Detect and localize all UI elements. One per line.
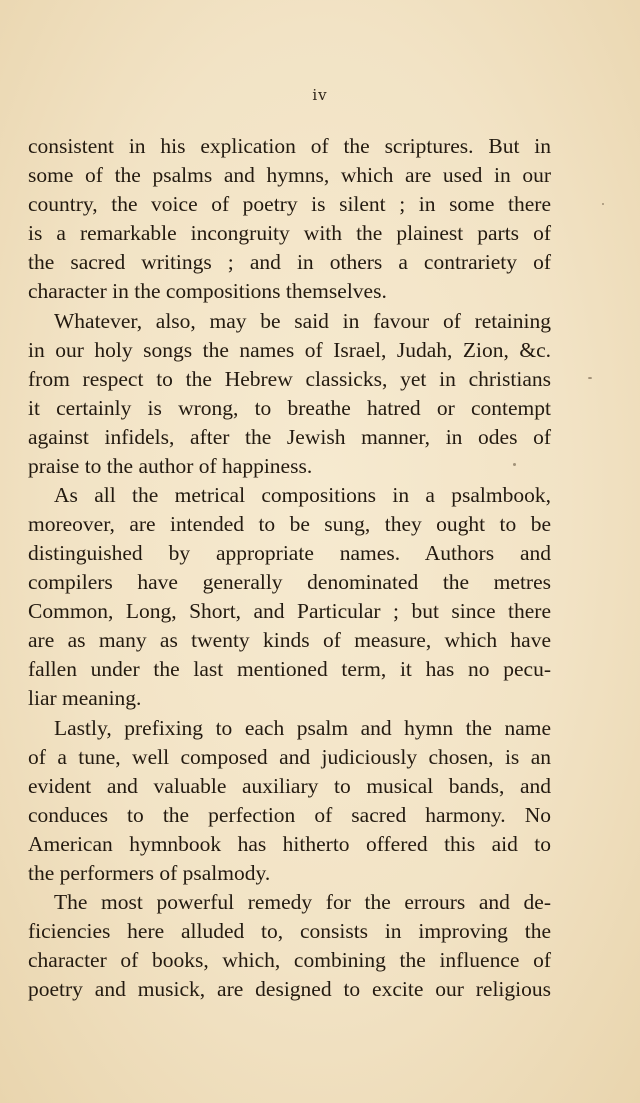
text-line: some of the psalms and hymns, which are used in our: [28, 163, 551, 187]
text-line: moreover, are intended to be sung, they ought to be: [28, 512, 551, 536]
paragraph-first-line: Lastly, prefixing to each psalm and hymn the name: [54, 716, 551, 740]
paper-speck: [588, 377, 592, 379]
paper-speck: [602, 203, 604, 205]
text-line: the sacred writings ; and in others a contrariety of: [28, 250, 551, 274]
text-line: against infidels, after the Jewish manner, in odes of: [28, 425, 551, 449]
text-line: poetry and musick, are designed to excite our religious: [28, 977, 551, 1001]
text-line: Common, Long, Short, and Particular ; but since there: [28, 599, 551, 623]
text-line: from respect to the Hebrew classicks, yet in christians: [28, 367, 551, 391]
text-line: compilers have generally denominated the metres: [28, 570, 551, 594]
paper-speck: [513, 463, 516, 466]
text-line: evident and valuable auxiliary to musical bands, and: [28, 774, 551, 798]
text-line: are as many as twenty kinds of measure, which have: [28, 628, 551, 652]
page-number: iv: [312, 86, 328, 104]
paragraph-first-line: The most powerful remedy for the errours and de-: [54, 890, 551, 914]
text-line: consistent in his explication of the scriptures. But in: [28, 134, 551, 158]
text-line: the performers of psalmody.: [28, 861, 271, 885]
text-line: conduces to the perfection of sacred harmony. No: [28, 803, 551, 827]
text-line: country, the voice of poetry is silent ; in some there: [28, 192, 551, 216]
paragraph-first-line: As all the metrical compositions in a psalmbook,: [54, 483, 551, 507]
text-line: praise to the author of happiness.: [28, 454, 313, 478]
text-line: in our holy songs the names of Israel, Judah, Zion, &c.: [28, 338, 551, 362]
text-line: character in the compositions themselves.: [28, 279, 387, 303]
text-line: of a tune, well composed and judiciously chosen, is an: [28, 745, 551, 769]
text-line: it certainly is wrong, to breathe hatred or contempt: [28, 396, 551, 420]
text-line: fallen under the last mentioned term, it has no pecu-: [28, 657, 551, 681]
text-line: is a remarkable incongruity with the plainest parts of: [28, 221, 551, 245]
text-line: character of books, which, combining the influence of: [28, 948, 551, 972]
text-line: liar meaning.: [28, 686, 142, 710]
text-line: ficiencies here alluded to, consists in improving the: [28, 919, 551, 943]
paragraph-first-line: Whatever, also, may be said in favour of retaining: [54, 309, 551, 333]
text-line: American hymnbook has hitherto offered this aid to: [28, 832, 551, 856]
text-line: distinguished by appropriate names. Authors and: [28, 541, 551, 565]
